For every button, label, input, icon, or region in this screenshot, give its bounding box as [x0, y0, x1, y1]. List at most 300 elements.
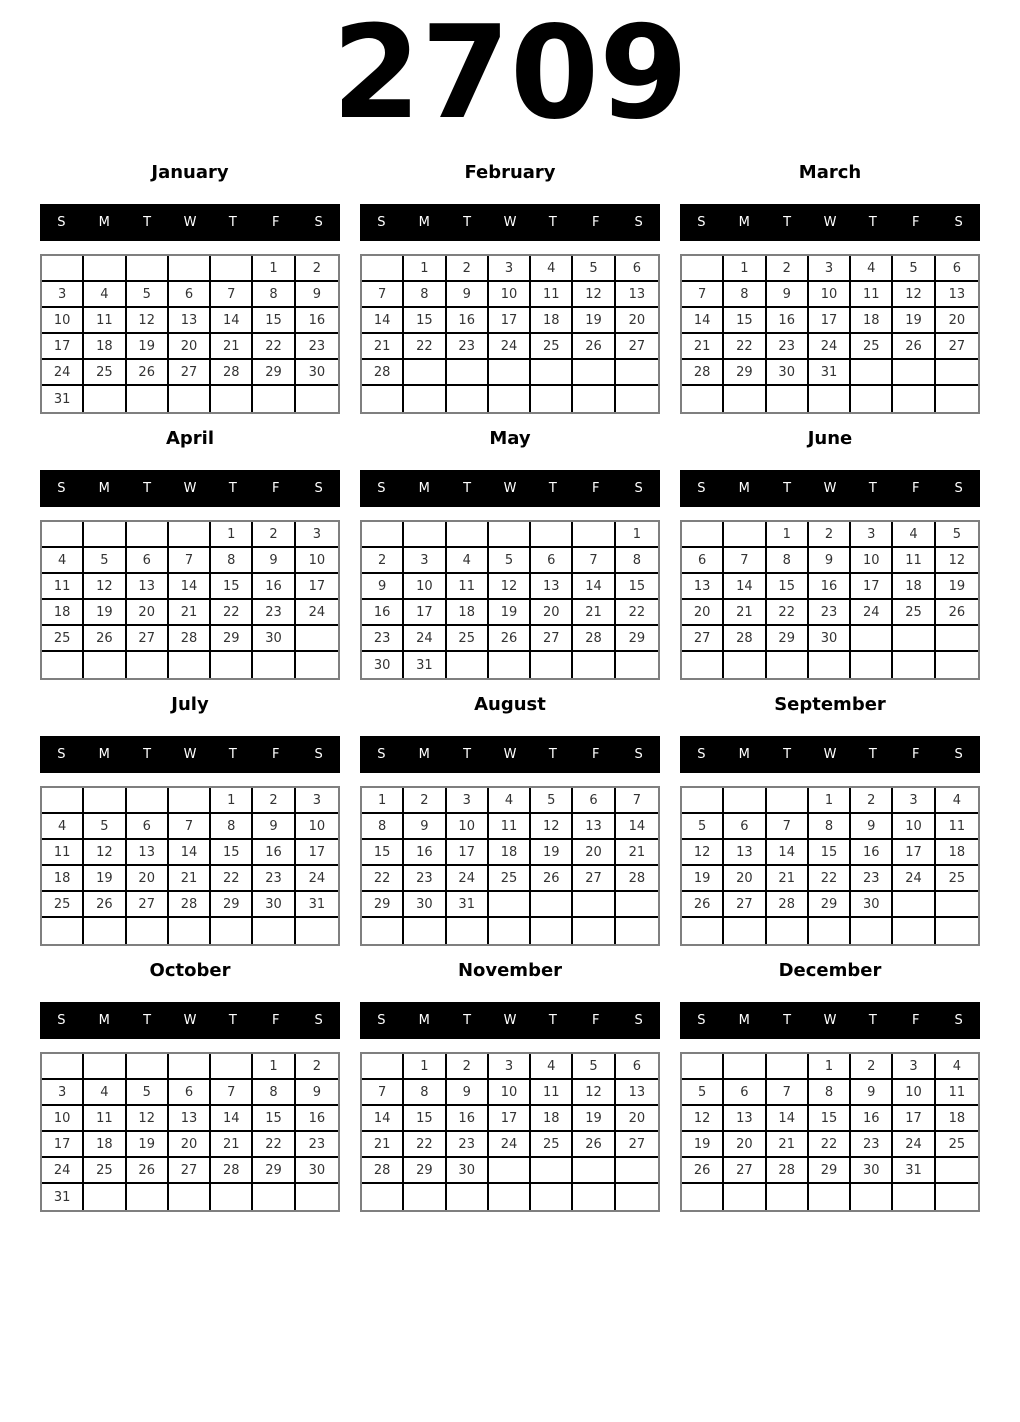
day-cell [616, 892, 658, 918]
month-block [360, 162, 660, 414]
day-cell: 27 [936, 334, 978, 360]
day-cell: 18 [84, 1132, 126, 1158]
day-cell: 31 [809, 360, 851, 386]
day-cell: 1 [211, 788, 253, 814]
day-cell: 5 [682, 1080, 724, 1106]
day-cell: 27 [169, 360, 211, 386]
day-cell [531, 522, 573, 548]
month-block [360, 694, 660, 946]
day-cell: 13 [936, 282, 978, 308]
day-cell [767, 788, 809, 814]
day-cell [851, 626, 893, 652]
day-cell: 3 [489, 1054, 531, 1080]
day-cell: 21 [169, 600, 211, 626]
dow-cell: F [591, 215, 600, 230]
day-cell [253, 1184, 295, 1210]
day-cell: 17 [404, 600, 446, 626]
day-cell [682, 386, 724, 412]
day-cell: 19 [682, 1132, 724, 1158]
month-name: July [171, 694, 209, 715]
dow-cell: T [783, 481, 792, 496]
day-cell: 15 [211, 574, 253, 600]
day-cell [169, 918, 211, 944]
day-cell [724, 788, 766, 814]
day-cell: 21 [211, 334, 253, 360]
day-cell [531, 360, 573, 386]
day-cell [447, 918, 489, 944]
day-cell [404, 522, 446, 548]
dow-cell: W [183, 1013, 197, 1028]
day-cell: 18 [42, 866, 84, 892]
day-cell [893, 386, 935, 412]
day-cell: 5 [531, 788, 573, 814]
dow-cell: T [463, 215, 472, 230]
day-cell: 4 [936, 788, 978, 814]
month-block [40, 162, 340, 414]
day-cell [211, 1184, 253, 1210]
day-cell: 15 [809, 840, 851, 866]
day-grid [40, 1052, 340, 1212]
day-cell: 2 [253, 788, 295, 814]
day-cell [893, 360, 935, 386]
day-cell: 1 [253, 1054, 295, 1080]
day-cell: 4 [531, 256, 573, 282]
day-cell: 4 [851, 256, 893, 282]
day-cell [404, 386, 446, 412]
day-cell: 2 [851, 788, 893, 814]
day-cell: 28 [362, 360, 404, 386]
day-cell: 3 [296, 522, 338, 548]
day-cell: 3 [489, 256, 531, 282]
day-cell: 30 [447, 1158, 489, 1184]
day-cell [936, 386, 978, 412]
day-cell: 4 [447, 548, 489, 574]
day-cell [253, 386, 295, 412]
month-block [680, 162, 980, 414]
day-cell: 2 [253, 522, 295, 548]
day-cell [851, 386, 893, 412]
day-cell: 18 [84, 334, 126, 360]
day-cell [296, 1184, 338, 1210]
day-cell [573, 918, 615, 944]
day-cell: 12 [489, 574, 531, 600]
day-cell: 4 [893, 522, 935, 548]
day-cell [893, 652, 935, 678]
day-cell: 17 [447, 840, 489, 866]
day-cell: 1 [404, 256, 446, 282]
day-cell: 28 [573, 626, 615, 652]
day-cell [169, 1184, 211, 1210]
day-cell: 15 [362, 840, 404, 866]
dow-cell: W [183, 747, 197, 762]
day-cell: 29 [362, 892, 404, 918]
day-cell: 3 [42, 282, 84, 308]
day-grid [680, 254, 980, 414]
day-cell: 27 [616, 334, 658, 360]
day-cell [809, 918, 851, 944]
day-cell: 11 [531, 1080, 573, 1106]
day-cell [573, 652, 615, 678]
day-cell [616, 1184, 658, 1210]
day-cell: 8 [253, 282, 295, 308]
day-cell: 19 [936, 574, 978, 600]
day-cell [724, 652, 766, 678]
day-cell: 22 [767, 600, 809, 626]
day-cell: 10 [893, 1080, 935, 1106]
day-cell [296, 626, 338, 652]
dow-header [40, 204, 340, 241]
day-cell [682, 256, 724, 282]
day-cell: 8 [211, 548, 253, 574]
day-cell: 18 [851, 308, 893, 334]
dow-cell: S [377, 747, 386, 762]
month-block [40, 694, 340, 946]
dow-cell: S [57, 1013, 66, 1028]
day-cell [893, 626, 935, 652]
day-cell [851, 918, 893, 944]
day-cell: 7 [767, 814, 809, 840]
day-cell: 9 [296, 282, 338, 308]
dow-cell: M [98, 215, 110, 230]
day-grid [360, 520, 660, 680]
day-cell [936, 1158, 978, 1184]
day-cell [84, 788, 126, 814]
day-cell [169, 652, 211, 678]
day-cell [169, 522, 211, 548]
dow-cell: S [57, 215, 66, 230]
day-cell: 25 [489, 866, 531, 892]
day-cell [362, 256, 404, 282]
day-cell [767, 652, 809, 678]
day-cell: 21 [362, 1132, 404, 1158]
day-cell [893, 918, 935, 944]
day-cell: 23 [809, 600, 851, 626]
day-cell: 22 [253, 1132, 295, 1158]
day-cell: 23 [851, 866, 893, 892]
day-cell: 6 [936, 256, 978, 282]
day-cell: 23 [253, 866, 295, 892]
day-cell: 14 [682, 308, 724, 334]
day-cell: 28 [169, 626, 211, 652]
day-cell: 18 [42, 600, 84, 626]
dow-cell: S [954, 747, 963, 762]
day-cell: 6 [127, 814, 169, 840]
day-cell: 26 [531, 866, 573, 892]
day-cell: 5 [682, 814, 724, 840]
day-cell: 10 [296, 548, 338, 574]
dow-cell: T [143, 1013, 152, 1028]
day-cell [936, 360, 978, 386]
dow-header [680, 736, 980, 773]
day-cell [42, 1054, 84, 1080]
dow-cell: W [503, 1013, 517, 1028]
day-cell [84, 652, 126, 678]
day-cell: 28 [767, 1158, 809, 1184]
day-cell: 11 [489, 814, 531, 840]
dow-cell: S [377, 481, 386, 496]
dow-cell: T [143, 747, 152, 762]
day-cell [447, 386, 489, 412]
day-cell: 31 [296, 892, 338, 918]
day-cell: 12 [127, 308, 169, 334]
day-cell [936, 892, 978, 918]
day-cell: 26 [489, 626, 531, 652]
dow-cell: S [634, 1013, 643, 1028]
day-cell [296, 918, 338, 944]
month-block [360, 428, 660, 680]
day-cell: 21 [362, 334, 404, 360]
day-cell: 11 [84, 1106, 126, 1132]
month-name: March [798, 162, 862, 183]
day-cell: 7 [362, 282, 404, 308]
day-cell: 12 [682, 1106, 724, 1132]
dow-cell: T [548, 215, 557, 230]
day-cell [531, 652, 573, 678]
day-cell: 5 [84, 814, 126, 840]
day-cell: 15 [767, 574, 809, 600]
day-cell: 25 [851, 334, 893, 360]
day-cell: 1 [404, 1054, 446, 1080]
day-cell: 30 [404, 892, 446, 918]
day-cell: 7 [169, 814, 211, 840]
day-cell [489, 652, 531, 678]
day-cell: 18 [936, 1106, 978, 1132]
day-cell: 18 [936, 840, 978, 866]
dow-cell: T [548, 1013, 557, 1028]
day-cell: 30 [253, 626, 295, 652]
day-cell [42, 652, 84, 678]
day-cell: 14 [362, 1106, 404, 1132]
day-cell: 15 [616, 574, 658, 600]
day-cell: 5 [84, 548, 126, 574]
day-cell: 26 [127, 1158, 169, 1184]
day-cell: 24 [296, 600, 338, 626]
day-cell: 12 [84, 840, 126, 866]
day-cell [767, 918, 809, 944]
day-cell: 28 [211, 1158, 253, 1184]
day-cell [169, 386, 211, 412]
day-cell: 2 [362, 548, 404, 574]
dow-cell: S [377, 1013, 386, 1028]
day-cell: 27 [724, 892, 766, 918]
day-cell [42, 256, 84, 282]
day-cell [682, 788, 724, 814]
day-cell [531, 918, 573, 944]
day-cell: 23 [851, 1132, 893, 1158]
day-cell [936, 652, 978, 678]
day-cell [362, 1184, 404, 1210]
day-cell: 7 [573, 548, 615, 574]
day-cell: 24 [296, 866, 338, 892]
day-cell: 27 [169, 1158, 211, 1184]
day-cell: 9 [404, 814, 446, 840]
dow-cell: T [228, 1013, 237, 1028]
day-cell: 16 [296, 1106, 338, 1132]
day-cell: 9 [767, 282, 809, 308]
day-cell: 21 [573, 600, 615, 626]
day-cell: 28 [169, 892, 211, 918]
day-cell: 11 [84, 308, 126, 334]
day-cell: 19 [84, 866, 126, 892]
day-cell: 5 [127, 1080, 169, 1106]
day-cell: 11 [893, 548, 935, 574]
dow-cell: M [418, 1013, 430, 1028]
day-cell: 26 [936, 600, 978, 626]
day-grid [680, 1052, 980, 1212]
day-cell: 16 [253, 574, 295, 600]
day-cell: 1 [211, 522, 253, 548]
day-cell [362, 386, 404, 412]
day-cell [573, 386, 615, 412]
day-cell: 22 [362, 866, 404, 892]
day-cell [851, 652, 893, 678]
dow-cell: S [314, 481, 323, 496]
day-cell: 31 [893, 1158, 935, 1184]
day-cell: 11 [447, 574, 489, 600]
day-cell: 15 [211, 840, 253, 866]
day-cell: 25 [42, 626, 84, 652]
dow-cell: T [868, 215, 877, 230]
day-cell: 20 [573, 840, 615, 866]
day-cell: 11 [936, 1080, 978, 1106]
dow-header [360, 736, 660, 773]
day-cell: 6 [616, 1054, 658, 1080]
day-cell: 8 [253, 1080, 295, 1106]
day-cell: 4 [42, 548, 84, 574]
day-cell: 1 [809, 788, 851, 814]
day-cell: 30 [253, 892, 295, 918]
month-block [680, 960, 980, 1212]
day-cell: 28 [211, 360, 253, 386]
day-cell: 1 [362, 788, 404, 814]
day-cell: 6 [169, 1080, 211, 1106]
dow-cell: S [57, 481, 66, 496]
month-block [40, 428, 340, 680]
day-cell: 17 [296, 574, 338, 600]
day-cell [724, 918, 766, 944]
day-cell: 13 [169, 308, 211, 334]
day-cell: 16 [767, 308, 809, 334]
day-cell: 24 [42, 360, 84, 386]
day-cell [296, 652, 338, 678]
day-cell: 9 [253, 548, 295, 574]
day-cell: 29 [211, 626, 253, 652]
day-cell [362, 1054, 404, 1080]
dow-cell: F [591, 481, 600, 496]
dow-header [360, 470, 660, 507]
day-cell: 28 [767, 892, 809, 918]
day-cell: 21 [169, 866, 211, 892]
day-cell: 10 [42, 1106, 84, 1132]
day-cell: 20 [724, 866, 766, 892]
dow-cell: W [823, 1013, 837, 1028]
day-cell: 20 [616, 1106, 658, 1132]
page-title: 2709 [331, 0, 689, 148]
day-cell [127, 918, 169, 944]
day-cell: 26 [682, 892, 724, 918]
dow-cell: T [548, 481, 557, 496]
dow-header [40, 1002, 340, 1039]
day-cell: 17 [489, 308, 531, 334]
day-cell: 23 [447, 334, 489, 360]
day-cell: 9 [296, 1080, 338, 1106]
day-cell: 30 [767, 360, 809, 386]
day-cell [767, 1184, 809, 1210]
dow-cell: S [697, 1013, 706, 1028]
day-cell [724, 1054, 766, 1080]
dow-cell: T [143, 481, 152, 496]
day-cell: 9 [809, 548, 851, 574]
dow-cell: W [503, 215, 517, 230]
dow-cell: S [314, 1013, 323, 1028]
dow-cell: F [911, 1013, 920, 1028]
day-cell: 13 [682, 574, 724, 600]
dow-cell: W [183, 215, 197, 230]
day-cell [84, 386, 126, 412]
dow-cell: T [783, 215, 792, 230]
day-cell [211, 256, 253, 282]
day-cell: 5 [936, 522, 978, 548]
day-cell: 19 [893, 308, 935, 334]
day-cell: 29 [616, 626, 658, 652]
day-cell [531, 386, 573, 412]
dow-cell: W [823, 215, 837, 230]
day-cell: 6 [724, 814, 766, 840]
day-cell: 24 [404, 626, 446, 652]
day-grid [360, 1052, 660, 1212]
day-cell: 1 [767, 522, 809, 548]
day-cell: 12 [531, 814, 573, 840]
dow-header [680, 470, 980, 507]
day-cell [616, 386, 658, 412]
day-cell: 25 [531, 334, 573, 360]
day-cell: 25 [936, 1132, 978, 1158]
day-cell [404, 918, 446, 944]
day-cell [573, 1184, 615, 1210]
day-cell: 24 [893, 1132, 935, 1158]
day-cell: 29 [809, 1158, 851, 1184]
dow-cell: F [271, 215, 280, 230]
day-cell: 31 [447, 892, 489, 918]
day-cell: 20 [531, 600, 573, 626]
day-cell: 24 [893, 866, 935, 892]
day-cell: 4 [84, 282, 126, 308]
dow-cell: M [418, 215, 430, 230]
day-cell: 10 [447, 814, 489, 840]
day-cell [724, 522, 766, 548]
day-cell: 7 [211, 282, 253, 308]
day-cell [84, 522, 126, 548]
dow-cell: F [591, 1013, 600, 1028]
day-cell [682, 1054, 724, 1080]
day-cell [127, 788, 169, 814]
day-cell: 31 [42, 1184, 84, 1210]
day-cell: 17 [296, 840, 338, 866]
day-cell: 2 [767, 256, 809, 282]
day-cell: 26 [893, 334, 935, 360]
day-cell: 9 [253, 814, 295, 840]
day-cell: 2 [851, 1054, 893, 1080]
day-cell: 25 [447, 626, 489, 652]
day-cell: 20 [936, 308, 978, 334]
day-cell: 28 [616, 866, 658, 892]
day-cell: 27 [127, 626, 169, 652]
month-name: January [151, 162, 229, 183]
day-cell: 9 [447, 282, 489, 308]
day-cell [724, 386, 766, 412]
day-cell: 3 [893, 788, 935, 814]
month-name: February [464, 162, 556, 183]
